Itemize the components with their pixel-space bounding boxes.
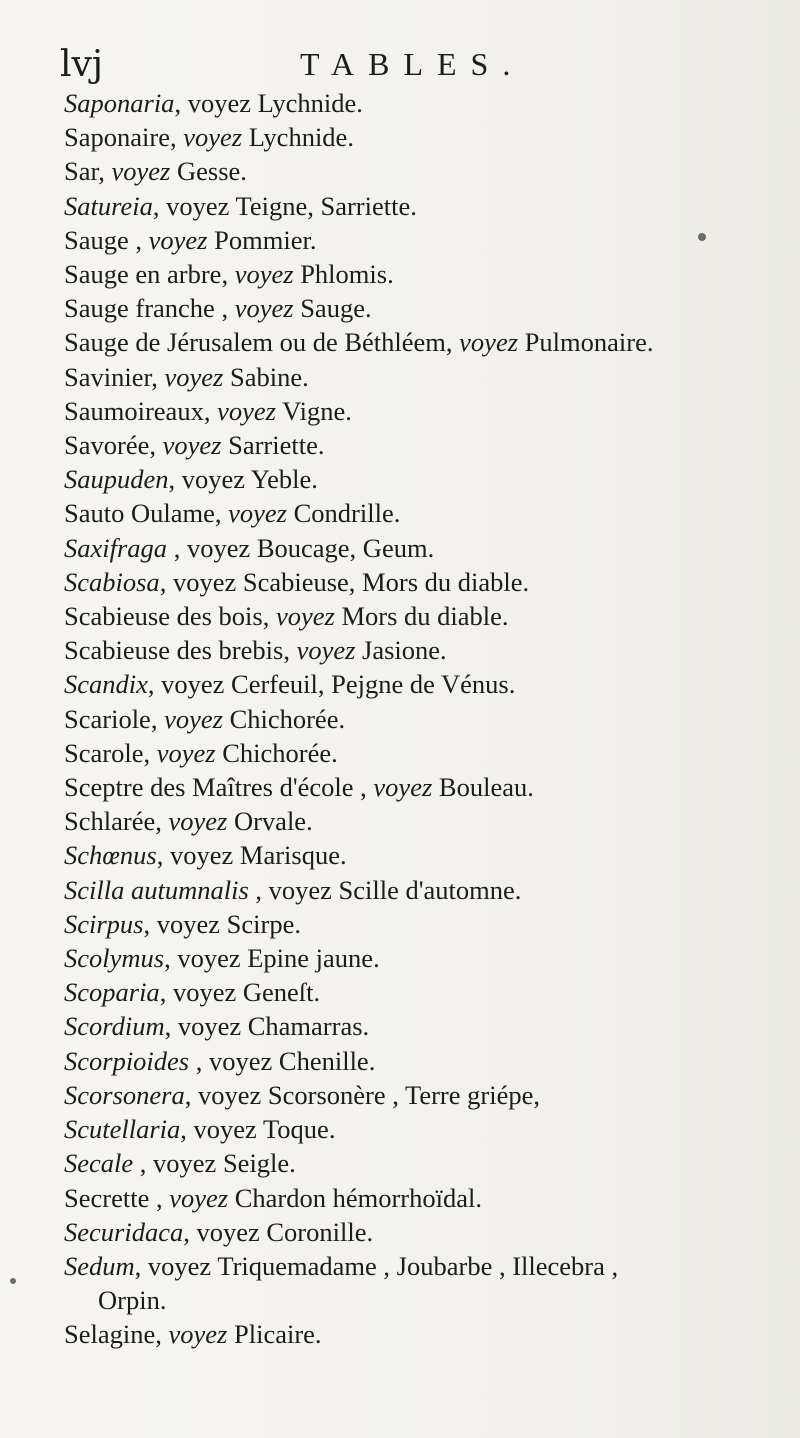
entry-voyez: voyez [209,1045,273,1076]
entry-reference: Plicaire. [227,1319,322,1350]
entry-separator: , [155,1319,169,1350]
entry-headword: Secrette [64,1182,150,1213]
entry-voyez: voyez [111,156,171,187]
entry-separator: , [184,1079,198,1110]
entry-reference: Sabine. [223,361,309,392]
index-entry [64,496,794,530]
entry-separator: , [164,1011,178,1042]
entry-headword: Sauge [64,224,129,255]
entry-reference: Scille d'automne. [331,874,522,905]
entry-headword: Schœnus [64,840,157,871]
entry-voyez: voyez [172,566,237,597]
index-entry [64,86,794,120]
index-entry [64,1249,794,1283]
index-entry [64,907,794,941]
entry-separator: , [214,498,229,529]
entry-headword: Sauge de Jérusalem ou de Béthléem [64,327,446,358]
entry-headword: Sar [64,156,99,187]
entry-headword: Scariole [64,703,151,734]
entry-reference: Seigle. [216,1148,296,1179]
entry-reference: Epine jaune. [240,943,380,974]
entry-voyez: voyez [187,88,251,118]
index-entry [64,702,794,736]
entry-separator: , [183,1216,197,1247]
entry-headword: Saponaria [64,88,175,118]
entry-separator: , [156,840,170,871]
entry-headword: Satureia [64,190,153,221]
entry-reference: Geneſt. [236,977,321,1008]
entry-headword: Scarole [64,737,144,768]
entry-reference: Lychnide. [250,88,363,118]
entry-separator: , [152,190,167,221]
entry-voyez: voyez [156,737,216,768]
index-entry [64,975,794,1009]
entry-reference: Chamarras. [241,1011,370,1042]
entry-headword: Scutellaria [64,1114,181,1145]
entry-reference: Condrille. [286,498,401,529]
entry-reference: Orpin. [98,1285,167,1316]
entry-separator: , [151,361,165,392]
entry-reference: Pommier. [207,224,317,255]
entry-voyez: voyez [162,430,222,461]
entry-voyez: voyez [228,498,287,529]
entry-voyez: voyez [169,1182,229,1213]
entry-reference: Triquemadame , Joubarbe , Illecebra , [211,1250,619,1281]
index-entry [64,1181,794,1215]
entry-headword: Scoparia [64,977,160,1008]
index-entry [64,873,794,907]
entry-headword: Scirpus [64,908,144,939]
index-entry [64,462,794,496]
entry-headword: Scorsonera [64,1079,185,1110]
entry-reference: Orvale. [227,806,313,837]
index-entry [64,633,794,667]
entry-reference: Yeble. [245,464,318,495]
index-entry [64,1044,794,1078]
index-entry [64,189,794,223]
index-entry [64,804,794,838]
entry-reference: Teigne, Sarriette. [229,190,417,221]
entry-separator: , [128,224,149,255]
entry-separator: , [168,464,182,495]
entry-reference: Chenille. [272,1045,376,1076]
index-entry [64,1146,794,1180]
index-entry [64,257,794,291]
entry-voyez: voyez [164,361,224,392]
entry-headword: Saumoireaux [64,395,204,426]
index-entry [64,531,794,565]
entry-headword: Saxifraga [64,532,168,563]
entry-separator: , [164,943,178,974]
entry-separator: , [155,806,169,837]
index-entry [64,1009,794,1043]
index-entries [64,86,794,1352]
entry-voyez: voyez [193,1114,257,1145]
index-entry [64,667,794,701]
entry-separator: , [159,566,173,597]
entry-separator: , [143,908,157,939]
entry-separator: , [134,1250,148,1281]
entry-reference: Boucage, Geum. [250,532,435,563]
entry-reference: Chichorée. [215,737,338,768]
index-entry [64,394,794,428]
entry-voyez: voyez [164,703,223,734]
entry-separator: , [353,772,374,803]
index-entry [64,941,794,975]
entry-headword: Scabiosa [64,566,160,597]
entry-separator: , [159,977,173,1008]
index-entry [64,736,794,770]
entry-separator: , [203,395,218,426]
entry-separator: , [248,874,269,905]
entry-headword: Sauto Oulame [64,498,215,529]
entry-voyez: voyez [181,464,246,495]
entry-headword: Scolymus [64,943,165,974]
entry-voyez: voyez [147,1250,212,1281]
entry-voyez: voyez [234,259,294,290]
index-entry [64,120,794,154]
index-entry [64,154,794,188]
entry-reference: Scirpe. [220,908,301,939]
entry-reference: Cerfeuil, Pejgne de Vénus. [224,669,516,700]
entry-reference: Marisque. [233,840,347,871]
entry-voyez: voyez [168,1319,228,1350]
entry-reference: Phlomis. [293,259,394,290]
index-entry [64,325,794,359]
index-entry [64,1112,794,1146]
entry-separator: , [149,1182,170,1213]
entry-reference: Jasione. [355,635,447,666]
index-entry [64,1317,794,1351]
entry-headword: Scorpioides [64,1045,190,1076]
entry-voyez: voyez [172,977,237,1008]
entry-voyez: voyez [275,601,335,632]
index-entry [64,428,794,462]
entry-voyez: voyez [234,293,294,324]
entry-voyez: voyez [373,772,433,803]
entry-voyez: voyez [166,190,230,221]
entry-voyez: voyez [186,532,251,563]
entry-reference: Chardon hémorrhoïdal. [228,1182,482,1213]
index-entry [64,770,794,804]
entry-headword: Scordium [64,1011,165,1042]
entry-voyez: voyez [197,1079,262,1110]
entry-voyez: voyez [153,1148,217,1179]
index-entry [64,1215,794,1249]
entry-separator: , [150,703,165,734]
entry-separator: , [174,88,188,118]
entry-headword: Sauge en arbre [64,259,222,290]
entry-voyez: voyez [170,840,234,871]
entry-headword: Scabieuse des brebis [64,635,284,666]
index-entry [64,565,794,599]
entry-reference: Scorsonère , Terre griépe, [261,1079,540,1110]
entry-separator: , [214,293,235,324]
entry-reference: Coronille. [259,1216,374,1247]
entry-reference: Toque. [256,1114,336,1145]
entry-separator: , [180,1114,194,1145]
entry-voyez: voyez [177,1011,242,1042]
entry-reference: Chichorée. [222,703,346,734]
entry-voyez: voyez [268,874,332,905]
entry-voyez: voyez [161,669,225,700]
entry-headword: Scabieuse des bois [64,601,263,632]
entry-separator: , [262,601,276,632]
entry-voyez: voyez [177,943,241,974]
index-entry [64,360,794,394]
entry-headword: Selagine [64,1319,156,1350]
entry-separator: , [169,122,184,153]
entry-headword: Sceptre des Maîtres d'école [64,772,354,803]
index-entry [64,1283,794,1317]
entry-reference: Lychnide. [242,122,354,153]
entry-separator: , [147,669,162,700]
index-entry [64,838,794,872]
entry-separator: , [283,635,297,666]
entry-voyez: voyez [156,908,221,939]
entry-headword: Sedum [64,1250,135,1281]
entry-reference: Mors du diable. [334,601,509,632]
index-entry [64,291,794,325]
entry-headword: Savinier [64,361,152,392]
entry-headword: Sauge franche [64,293,215,324]
entry-separator: , [221,259,235,290]
entry-separator: , [445,327,460,358]
entry-reference: Bouleau. [432,772,534,803]
index-entry [64,599,794,633]
entry-voyez: voyez [217,395,276,426]
entry-headword: Securidaca [64,1216,184,1247]
entry-headword: Saupuden [64,464,169,495]
entry-headword: Secale [64,1148,134,1179]
entry-headword: Scilla autumnalis [64,874,249,905]
entry-reference: Gesse. [170,156,247,187]
entry-headword: Savorée [64,430,150,461]
page-number: lvj [60,44,104,85]
entry-voyez: voyez [183,122,243,153]
entry-reference: Scabieuse, Mors du diable. [236,566,530,597]
entry-voyez: voyez [296,635,356,666]
entry-separator: , [189,1045,209,1076]
ink-spot [10,1278,16,1284]
entry-headword: Schlarée [64,806,156,837]
entry-reference: Sarriette. [221,430,325,461]
entry-reference: Sauge. [293,293,372,324]
entry-voyez: voyez [459,327,519,358]
entry-separator: , [98,156,112,187]
ink-spot [698,233,706,241]
entry-separator: , [167,532,187,563]
entry-separator: , [133,1148,154,1179]
entry-voyez: voyez [148,224,208,255]
entry-voyez: voyez [196,1216,260,1247]
entry-separator: , [149,430,163,461]
entry-reference: Pulmonaire. [518,327,654,358]
entry-voyez: voyez [168,806,228,837]
entry-separator: , [143,737,157,768]
index-entry [64,1078,794,1112]
running-title: TABLES. [300,46,525,82]
entry-headword: Saponaire [64,122,170,153]
entry-headword: Scandix [64,669,148,700]
index-entry [64,223,794,257]
page-header [60,40,760,90]
entry-reference: Vigne. [275,395,352,426]
